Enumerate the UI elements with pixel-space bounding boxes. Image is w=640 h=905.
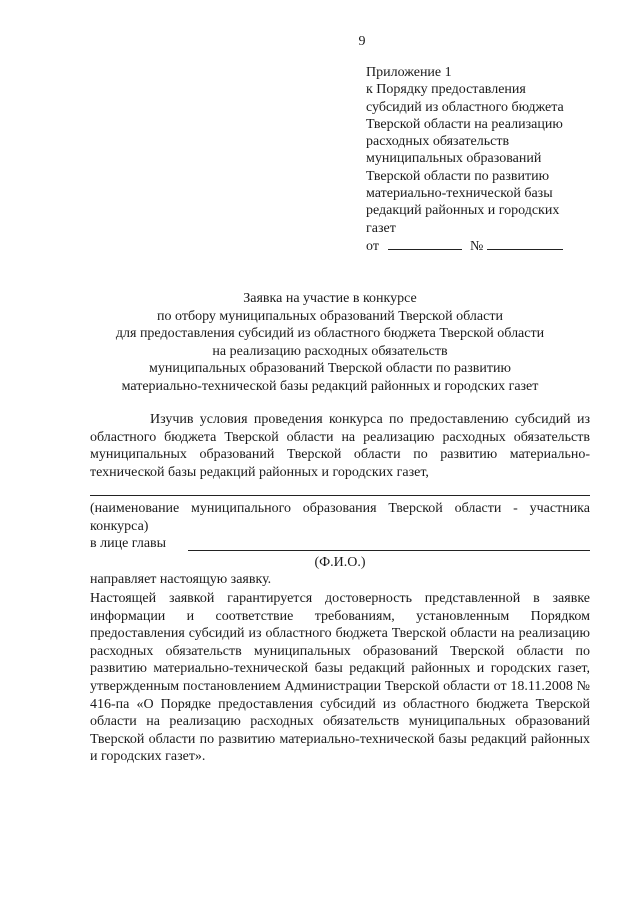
- appendix-line: Тверской области по развитию: [366, 168, 550, 184]
- guarantee-text: Настоящей заявкой гарантируется достоверность представленной в заявке информации и соответствие требованиям, установленным Порядком предоставления субсидий из областного бюджета Тверской области на реализацию расходных обязательств муниципальных образований Тверской области по развитию материально-технической базы редакций районных и городских газет, утвержденным постановлением Администрации Тверской области от 18.11.2008 № 416-па «О Порядке предоставления субсидий из областного бюджета Тверской области на реализацию расходных обязательств муниципальных образований Тверской области по развитию материально-технической базы редакций районных и городских газет».: [90, 591, 590, 765]
- intro-paragraph: [90, 411, 590, 481]
- sends-text: направляет настоящую заявку.: [90, 572, 272, 587]
- appendix-line: муниципальных образований: [366, 151, 542, 167]
- appendix-header: [366, 64, 596, 255]
- application-title: [80, 290, 580, 396]
- page-number: 9: [358, 34, 366, 49]
- fio-caption: (Ф.И.О.): [314, 555, 366, 570]
- number-blank: [487, 237, 563, 250]
- head-label: в лице главы: [90, 536, 167, 551]
- appendix-line: газет: [366, 220, 396, 236]
- title-line: материально-технической базы редакций районных и городских газет: [121, 378, 539, 394]
- date-blank: [388, 237, 462, 250]
- guarantee-paragraph: [90, 590, 590, 766]
- municipality-fill-line: [90, 495, 590, 496]
- title-line: для предоставления субсидий из областного бюджета Тверской области: [115, 326, 545, 342]
- appendix-line: расходных обязательств: [366, 134, 510, 150]
- appendix-line: к Порядку предоставления: [366, 82, 526, 98]
- title-line: муниципальных образований Тверской области по развитию: [149, 361, 511, 377]
- municipality-caption: (наименование муниципального образования Тверской области - участника конкурса): [90, 501, 590, 534]
- appendix-line: редакций районных и городских: [366, 203, 560, 219]
- title-line: по отбору муниципальных образований Тверской области: [157, 308, 503, 324]
- appendix-line: материально-технической базы: [366, 186, 553, 202]
- head-fill-line: [188, 550, 590, 551]
- appendix-date-line: [366, 237, 596, 255]
- appendix-line: Тверской области на реализацию: [366, 116, 563, 132]
- number-sign: №: [469, 238, 484, 254]
- appendix-line: субсидий из областного бюджета: [366, 99, 564, 115]
- intro-text: Изучив условия проведения конкурса по предоставлению субсидий из областного бюджета Тверской области на реализацию расходных обязательств муниципальных образований Тверской области по развитию материально-технической базы редакций районных и городских газет,: [90, 412, 590, 480]
- appendix-line: Приложение 1: [366, 65, 452, 80]
- date-prefix: от: [366, 238, 379, 254]
- title-line: на реализацию расходных обязательств: [212, 343, 448, 359]
- title-line: Заявка на участие в конкурсе: [243, 291, 417, 306]
- municipality-caption-block: [90, 500, 590, 535]
